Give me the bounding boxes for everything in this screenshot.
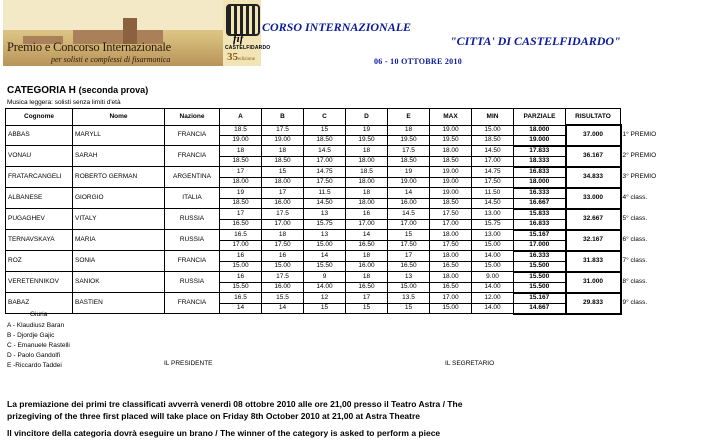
cell-parziale: 16.333 xyxy=(514,251,566,262)
cell-c: 13 xyxy=(304,209,346,220)
cell-cognome: VONAU xyxy=(6,146,73,167)
cell-e: 18 xyxy=(388,125,430,135)
cell-e: 15 xyxy=(388,230,430,241)
cell-d: 18 xyxy=(346,188,388,199)
cell-b: 17.00 xyxy=(262,219,304,230)
cell-min: 14.50 xyxy=(472,198,514,209)
cell-b: 15.5 xyxy=(262,293,304,304)
cell-b: 17.50 xyxy=(262,240,304,251)
cell-a: 18.5 xyxy=(220,125,262,135)
cell-risultato: 29.833 xyxy=(566,293,621,314)
column-header: E xyxy=(388,109,430,126)
cell-cognome: TERNAVSKAYA xyxy=(6,230,73,251)
cell-nome: BASTIEN xyxy=(73,293,165,314)
cell-parziale: 18.333 xyxy=(514,156,566,167)
cell-parziale: 15.167 xyxy=(514,230,566,241)
cell-e: 15 xyxy=(388,303,430,314)
cell-c: 15 xyxy=(304,125,346,135)
edition-number: 35edizione xyxy=(227,51,255,63)
cell-min: 15.00 xyxy=(472,125,514,135)
cell-min: 14.00 xyxy=(472,282,514,293)
cell-nazione: FRANCIA xyxy=(165,125,220,146)
cell-a: 18.50 xyxy=(220,156,262,167)
jury-member: E -Riccardo Taddei xyxy=(7,362,62,369)
jury-member: B - Djordje Gajic xyxy=(7,332,55,339)
cell-risultato: 37.000 xyxy=(566,125,621,146)
competition-city: "CITTA' DI CASTELFIDARDO" xyxy=(450,34,621,48)
cell-d: 18 xyxy=(346,272,388,283)
cell-min: 14.00 xyxy=(472,303,514,314)
cell-risultato: 36.167 xyxy=(566,146,621,167)
cell-d: 18 xyxy=(346,146,388,157)
cell-parziale: 15.833 xyxy=(514,209,566,220)
cell-d: 16.00 xyxy=(346,261,388,272)
column-header-spacer xyxy=(621,109,669,126)
cell-max: 17.50 xyxy=(430,240,472,251)
cell-c: 14.5 xyxy=(304,146,346,157)
cell-e: 16.50 xyxy=(388,261,430,272)
cell-cognome: ABBAS xyxy=(6,125,73,146)
competition-dates: 06 - 10 OTTOBRE 2010 xyxy=(374,57,463,66)
cell-d: 16 xyxy=(346,209,388,220)
cell-c: 14.00 xyxy=(304,282,346,293)
column-header: D xyxy=(346,109,388,126)
cell-a: 15.00 xyxy=(220,261,262,272)
header-banner xyxy=(3,0,223,66)
cell-a: 19 xyxy=(220,188,262,199)
table-row xyxy=(6,209,669,220)
category-subtitle: Musica leggera: solisti senza limiti d'età xyxy=(7,99,121,106)
cell-max: 18.00 xyxy=(430,272,472,283)
cell-nazione: ITALIA xyxy=(165,188,220,209)
cell-max: 17.00 xyxy=(430,219,472,230)
table-row xyxy=(6,293,669,304)
cell-premio: 7° class. xyxy=(622,257,648,264)
cell-nome: SONIA xyxy=(73,251,165,272)
accordion-icon xyxy=(226,4,260,36)
cell-nazione: FRANCIA xyxy=(165,293,220,314)
cell-min: 13.00 xyxy=(472,230,514,241)
cell-premio: 5° class. xyxy=(622,215,648,222)
competition-title: CORSO INTERNAZIONALE xyxy=(262,20,412,34)
cell-d: 15 xyxy=(346,303,388,314)
cell-b: 18 xyxy=(262,146,304,157)
cell-cognome: PUGAGHEV xyxy=(6,209,73,230)
cell-b: 16.00 xyxy=(262,282,304,293)
cell-cognome: ALBANESE xyxy=(6,188,73,209)
cell-nazione: FRANCIA xyxy=(165,251,220,272)
cell-a: 17.00 xyxy=(220,240,262,251)
cell-nome: MARIA xyxy=(73,230,165,251)
cell-b: 19.00 xyxy=(262,135,304,146)
cell-d: 14 xyxy=(346,230,388,241)
cell-e: 17.5 xyxy=(388,146,430,157)
cell-parziale: 15.167 xyxy=(514,293,566,304)
cell-nazione: RUSSIA xyxy=(165,209,220,230)
cell-max: 17.00 xyxy=(430,293,472,304)
cell-premio: 9° class. xyxy=(622,299,648,306)
footer-line: Il vincitore della categoria dovrà eseguire un brano / The winner of the category is asked to perform a piece xyxy=(7,428,441,438)
cell-e: 19.50 xyxy=(388,135,430,146)
cell-parziale: 18.000 xyxy=(514,125,566,135)
column-header: RISULTATO xyxy=(566,109,621,126)
footer-line: prizegiving of the three first placed will take place on Friday 8th October 2010 at 21,00 at Astra Theatre xyxy=(7,411,421,421)
cell-d: 18.5 xyxy=(346,167,388,178)
cell-parziale: 16.833 xyxy=(514,219,566,230)
cell-e: 13 xyxy=(388,272,430,283)
cell-min: 12.00 xyxy=(472,293,514,304)
footer-line: La premiazione dei primi tre classificati avverrà venerdì 08 ottobre 2010 alle ore 21,00 presso il Teatro Astra / The xyxy=(7,399,463,409)
cell-min: 15.00 xyxy=(472,240,514,251)
cell-d: 18.00 xyxy=(346,177,388,188)
cell-min: 9.00 xyxy=(472,272,514,283)
cell-d: 16.50 xyxy=(346,240,388,251)
column-header: Nome xyxy=(73,109,165,126)
table-header-row xyxy=(6,109,669,126)
cell-cognome: FRATARCANGELI xyxy=(6,167,73,188)
jury-list xyxy=(7,321,70,371)
column-header: Cognome xyxy=(6,109,73,126)
cell-cognome: BABAZ xyxy=(6,293,73,314)
banner-sky xyxy=(3,0,223,30)
cell-parziale: 19.000 xyxy=(514,135,566,146)
cell-premio: 2° PREMIO xyxy=(622,152,657,159)
cell-parziale: 18.000 xyxy=(514,177,566,188)
cell-b: 18.50 xyxy=(262,156,304,167)
cell-a: 17 xyxy=(220,167,262,178)
cell-a: 19.00 xyxy=(220,135,262,146)
cell-nome: SARAH xyxy=(73,146,165,167)
cell-e: 17 xyxy=(388,251,430,262)
results-table xyxy=(5,108,669,315)
cell-max: 18.50 xyxy=(430,198,472,209)
cell-e: 15.00 xyxy=(388,282,430,293)
cell-c: 14 xyxy=(304,251,346,262)
cell-min: 18.50 xyxy=(472,135,514,146)
cell-parziale: 14.667 xyxy=(514,303,566,314)
secretary-signature: IL SEGRETARIO xyxy=(445,360,495,367)
cell-c: 15 xyxy=(304,303,346,314)
cell-parziale: 16.667 xyxy=(514,198,566,209)
cell-c: 14.75 xyxy=(304,167,346,178)
logo-subtext: CASTELFIDARDO xyxy=(225,45,271,51)
cell-nome: VITALY xyxy=(73,209,165,230)
cell-parziale: 15.500 xyxy=(514,282,566,293)
cell-a: 16 xyxy=(220,251,262,262)
cell-c: 12 xyxy=(304,293,346,304)
cell-d: 16.50 xyxy=(346,282,388,293)
jury-member: D - Paolo Gandolfi xyxy=(7,352,61,359)
cell-min: 17.50 xyxy=(472,177,514,188)
cell-max: 17.50 xyxy=(430,209,472,220)
cell-min: 14.50 xyxy=(472,146,514,157)
cell-b: 16.00 xyxy=(262,198,304,209)
logo-text: fif xyxy=(233,33,244,45)
table-row xyxy=(6,251,669,262)
cell-b: 14 xyxy=(262,303,304,314)
cell-a: 16.5 xyxy=(220,230,262,241)
cell-parziale: 16.833 xyxy=(514,167,566,178)
cell-a: 18.50 xyxy=(220,198,262,209)
cell-parziale: 17.000 xyxy=(514,240,566,251)
cell-premio: 6° class. xyxy=(622,236,648,243)
cell-c: 18.50 xyxy=(304,135,346,146)
table-row xyxy=(6,188,669,199)
cell-max: 19.00 xyxy=(430,125,472,135)
cell-nome: SANIOK xyxy=(73,272,165,293)
cell-c: 14.50 xyxy=(304,198,346,209)
cell-a: 18.00 xyxy=(220,177,262,188)
cell-min: 13.00 xyxy=(472,209,514,220)
cell-d: 17 xyxy=(346,293,388,304)
column-header: Nazione xyxy=(165,109,220,126)
banner-title: Premio e Concorso Internazionale xyxy=(7,40,172,54)
cell-d: 18 xyxy=(346,251,388,262)
cell-a: 17 xyxy=(220,209,262,220)
column-header: C xyxy=(304,109,346,126)
cell-min: 15.00 xyxy=(472,261,514,272)
cell-nazione: RUSSIA xyxy=(165,272,220,293)
cell-e: 14 xyxy=(388,188,430,199)
cell-a: 16.5 xyxy=(220,293,262,304)
jury-heading: Giuria xyxy=(30,311,48,318)
jury-member: A - Klaudiusz Baran xyxy=(7,322,65,329)
table-row xyxy=(6,272,669,283)
cell-b: 16 xyxy=(262,251,304,262)
cell-premio: 4° class. xyxy=(622,194,648,201)
cell-c: 15.00 xyxy=(304,240,346,251)
cell-risultato: 32.167 xyxy=(566,230,621,251)
cell-e: 14.5 xyxy=(388,209,430,220)
cell-a: 14 xyxy=(220,303,262,314)
cell-c: 11.5 xyxy=(304,188,346,199)
cell-e: 16.00 xyxy=(388,198,430,209)
cell-d: 17.00 xyxy=(346,219,388,230)
cell-b: 17.5 xyxy=(262,209,304,220)
cell-min: 15.75 xyxy=(472,219,514,230)
cell-min: 14.75 xyxy=(472,167,514,178)
column-header: MAX xyxy=(430,109,472,126)
table-row xyxy=(6,167,669,178)
cell-c: 13 xyxy=(304,230,346,241)
cell-min: 14.00 xyxy=(472,251,514,262)
table-body xyxy=(6,125,669,314)
cell-c: 15.50 xyxy=(304,261,346,272)
cell-b: 17 xyxy=(262,188,304,199)
cell-parziale: 15.500 xyxy=(514,261,566,272)
banner-subtitle: per solisti e complessi di fisarmonica xyxy=(51,55,171,64)
cell-max: 16.50 xyxy=(430,261,472,272)
column-header: MIN xyxy=(472,109,514,126)
cell-e: 13.5 xyxy=(388,293,430,304)
cell-parziale: 15.500 xyxy=(514,272,566,283)
cell-b: 15.00 xyxy=(262,261,304,272)
cell-min: 11.50 xyxy=(472,188,514,199)
cell-a: 16 xyxy=(220,272,262,283)
cell-cognome: ROZ xyxy=(6,251,73,272)
cell-max: 18.00 xyxy=(430,251,472,262)
president-signature: IL PRESIDENTE xyxy=(164,360,213,367)
cell-nazione: RUSSIA xyxy=(165,230,220,251)
cell-d: 19.50 xyxy=(346,135,388,146)
cell-c: 9 xyxy=(304,272,346,283)
cell-e: 19.00 xyxy=(388,177,430,188)
cell-e: 18.50 xyxy=(388,156,430,167)
jury-member: C - Emanuele Rastelli xyxy=(7,342,70,349)
cell-max: 18.50 xyxy=(430,156,472,167)
column-header: B xyxy=(262,109,304,126)
cell-max: 15.00 xyxy=(430,303,472,314)
cell-a: 16.50 xyxy=(220,219,262,230)
cell-nome: ROBERTO GERMAN xyxy=(73,167,165,188)
cell-risultato: 31.000 xyxy=(566,272,621,293)
cell-nome: MARYLL xyxy=(73,125,165,146)
cell-risultato: 34.833 xyxy=(566,167,621,188)
cell-max: 19.00 xyxy=(430,167,472,178)
cell-a: 18 xyxy=(220,146,262,157)
cell-min: 17.00 xyxy=(472,156,514,167)
cell-cognome: VERETENNIKOV xyxy=(6,272,73,293)
cell-max: 19.50 xyxy=(430,135,472,146)
cell-max: 18.00 xyxy=(430,230,472,241)
cell-d: 19 xyxy=(346,125,388,135)
cell-risultato: 32.667 xyxy=(566,209,621,230)
cell-risultato: 33.000 xyxy=(566,188,621,209)
table-row xyxy=(6,146,669,157)
cell-premio: 3° PREMIO xyxy=(622,173,657,180)
cell-c: 17.50 xyxy=(304,177,346,188)
column-header: A xyxy=(220,109,262,126)
column-header: PARZIALE xyxy=(514,109,566,126)
cell-c: 15.75 xyxy=(304,219,346,230)
cell-c: 17.00 xyxy=(304,156,346,167)
category-title: CATEGORIA H (seconda prova) xyxy=(7,85,149,96)
cell-max: 19.00 xyxy=(430,188,472,199)
cell-b: 17.5 xyxy=(262,125,304,135)
festival-logo xyxy=(223,0,271,66)
cell-e: 19 xyxy=(388,167,430,178)
cell-parziale: 16.333 xyxy=(514,188,566,199)
cell-e: 17.00 xyxy=(388,219,430,230)
cell-d: 18.00 xyxy=(346,198,388,209)
cell-max: 16.50 xyxy=(430,282,472,293)
cell-b: 15 xyxy=(262,167,304,178)
cell-d: 18.00 xyxy=(346,156,388,167)
cell-premio: 8° class. xyxy=(622,278,648,285)
cell-a: 15.50 xyxy=(220,282,262,293)
cell-b: 18 xyxy=(262,230,304,241)
cell-max: 18.00 xyxy=(430,146,472,157)
cell-risultato: 31.833 xyxy=(566,251,621,272)
cell-nazione: ARGENTINA xyxy=(165,167,220,188)
table-row xyxy=(6,230,669,241)
cell-nome: GIORGIO xyxy=(73,188,165,209)
cell-nazione: FRANCIA xyxy=(165,146,220,167)
cell-parziale: 17.833 xyxy=(514,146,566,157)
cell-premio: 1° PREMIO xyxy=(622,131,657,139)
table-row xyxy=(6,125,669,135)
cell-b: 18.00 xyxy=(262,177,304,188)
cell-max: 19.00 xyxy=(430,177,472,188)
cell-e: 17.50 xyxy=(388,240,430,251)
cell-b: 17.5 xyxy=(262,272,304,283)
